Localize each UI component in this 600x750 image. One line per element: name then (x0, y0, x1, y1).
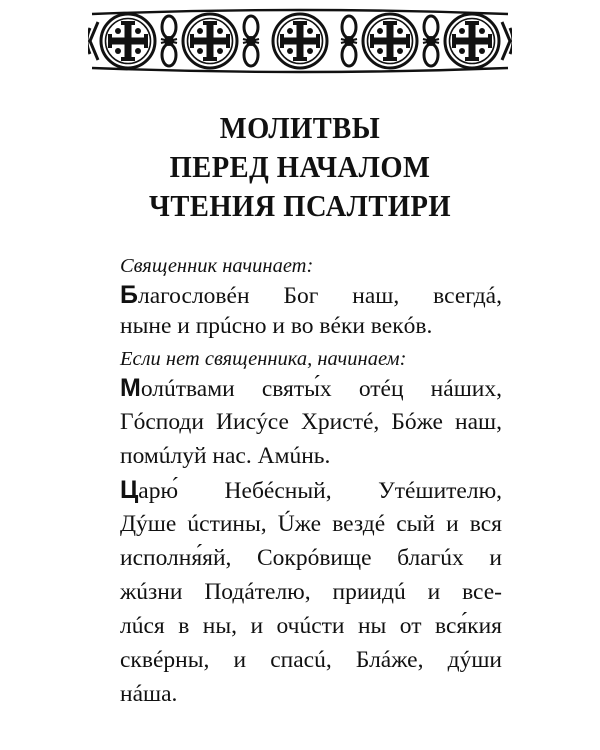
text-line (120, 374, 502, 403)
cross-medallion-band-icon (88, 8, 512, 74)
initial-letter: Б (120, 281, 138, 309)
text-span: олúтвами святы́х отéц нáших, (140, 376, 502, 402)
text-line: сквéрны, и спасú, Блáже, дýши (120, 647, 502, 673)
initial-letter: Ц (120, 476, 139, 504)
text-line: нынe и прúсно и во вéки векóв. (120, 313, 433, 339)
text-span: арю́ Небéсный, Утéшителю, (138, 478, 502, 504)
text-line (120, 476, 502, 505)
text-line: жúзни Подáтелю, приидú и все- (120, 579, 502, 605)
initial-letter: М (120, 374, 141, 402)
text-line: Дýше úстины, Úже вездé сый и вся (120, 511, 502, 537)
title-line-1: МОЛИТВЫ (219, 110, 381, 145)
text-line: исполня́яй, Сокрóвище благúх и (120, 545, 502, 571)
text-line: лúся в ны, и очúсти ны от вся́кия (120, 613, 502, 639)
rubric-no-priest: Если нет священника, начинаем: (120, 348, 407, 370)
text-line: Гóсподи Иисýсе Христé, Бóже наш, (120, 409, 502, 435)
page-title (24, 108, 576, 225)
text-span: лагословéн Бог наш, всегдá, (137, 283, 502, 309)
rubric-priest-begins: Священник начинает: (120, 255, 314, 277)
title-line-3: ЧТЕНИЯ ПСАЛТИРИ (149, 188, 451, 223)
text-line: нáша. (120, 681, 178, 707)
text-line (120, 281, 502, 310)
text-line: помúлуй нас. Амúнь. (120, 443, 331, 469)
title-line-2: ПЕРЕД НАЧАЛОМ (169, 149, 431, 184)
